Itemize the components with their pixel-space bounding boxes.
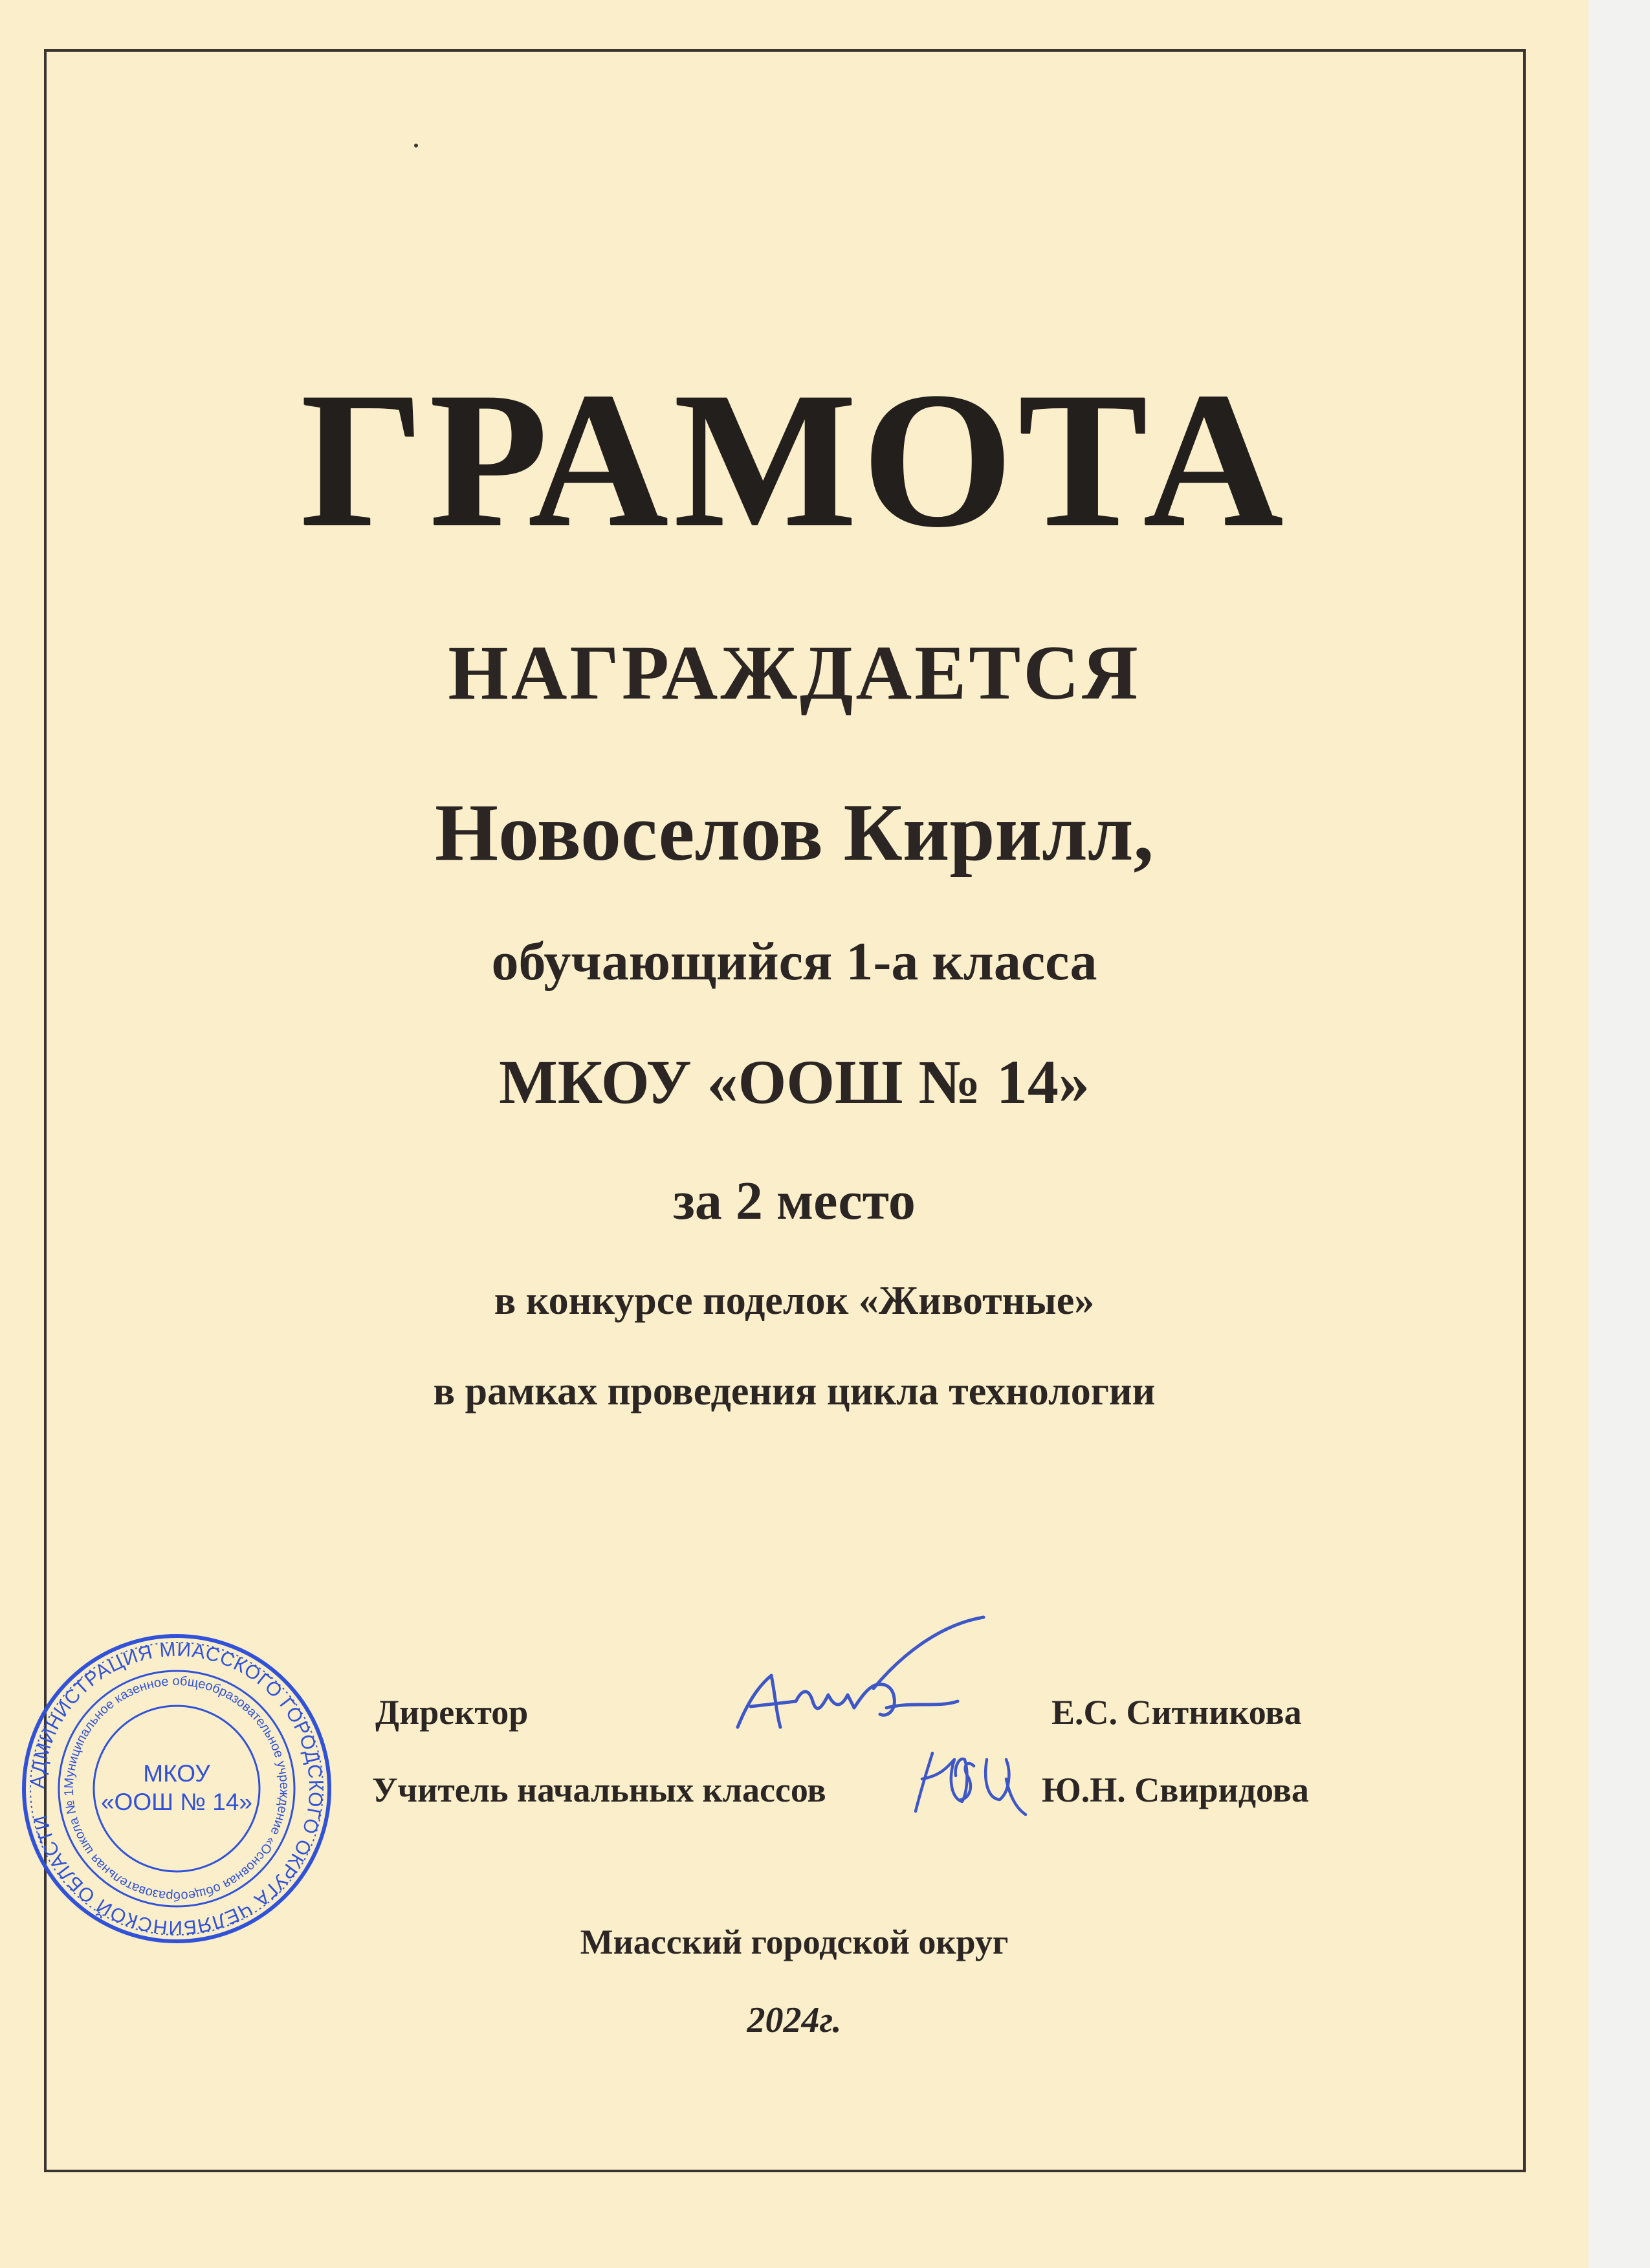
stamp-center-text	[80, 1760, 274, 1817]
stamp-center-line-2: «ООШ № 14»	[100, 1789, 253, 1816]
award-place: за 2 место	[673, 1171, 916, 1231]
stamp-inner-text: Муниципальное казенное общеобразовательное учреждение «Основная общеобразовательная школа № 1	[61, 1674, 292, 1904]
student-class-line: обучающийся 1-а класса	[491, 932, 1097, 992]
teacher-signature-icon	[903, 1740, 1045, 1824]
director-role: Директор	[375, 1693, 529, 1732]
year-line: 2024г.	[747, 2000, 842, 2040]
director-signature-icon	[725, 1611, 996, 1753]
recipient-name: Новоселов Кирилл,	[434, 788, 1154, 878]
cycle-line: в рамках проведения цикла технологии	[433, 1369, 1156, 1413]
teacher-name: Ю.Н. Свиридова	[1042, 1771, 1309, 1809]
contest-line: в конкурсе поделок «Животные»	[494, 1279, 1095, 1323]
certificate-title: ГРАМОТА	[300, 352, 1288, 567]
school-name: МКОУ «ООШ № 14»	[499, 1047, 1090, 1117]
stamp-outer-text: АДМИНИСТРАЦИЯ МИАССКОГО ГОРОДСКОГО ОКРУГА ЧЕЛЯБИНСКОЙ ОБЛАСТИ	[27, 1639, 327, 1939]
school-stamp	[18, 1630, 335, 1947]
awarded-heading: НАГРАЖДАЕТСЯ	[448, 629, 1141, 715]
teacher-role: Учитель начальных классов	[372, 1771, 826, 1809]
city-line: Миасский городской округ	[580, 1923, 1009, 1961]
stamp-center-line-1: МКОУ	[143, 1760, 210, 1787]
director-name: Е.С. Ситникова	[1051, 1693, 1302, 1732]
paper-speck	[414, 144, 418, 147]
